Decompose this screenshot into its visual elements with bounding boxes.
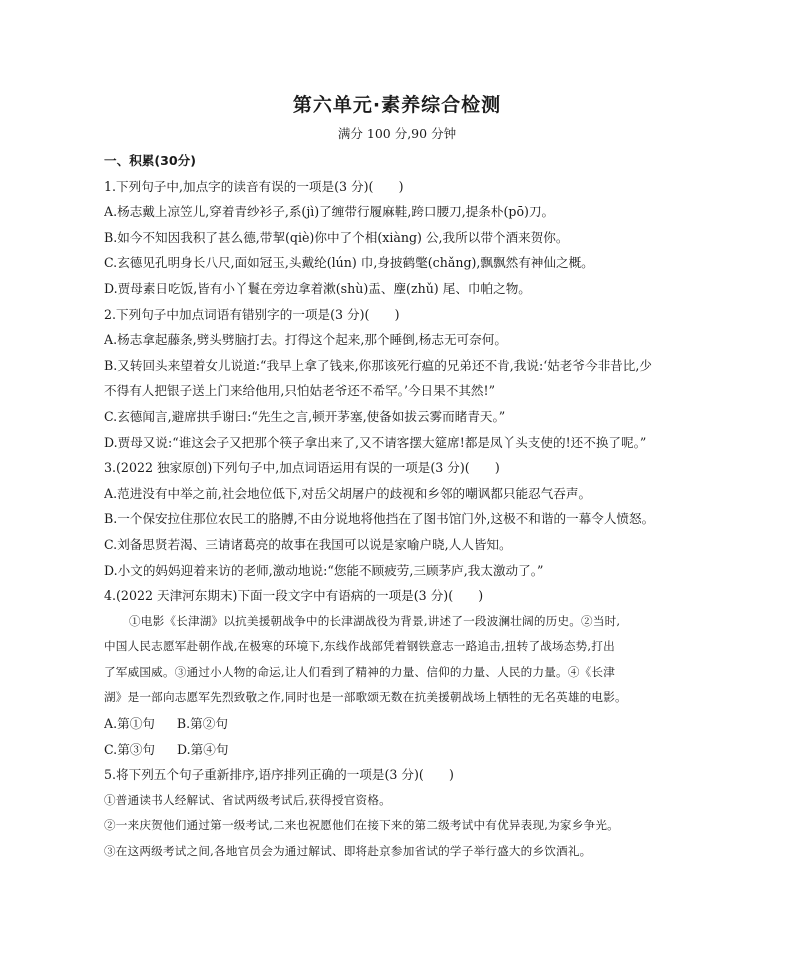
question-4-option-b: B.第②句 [176, 716, 228, 732]
page-subtitle: 满分 100 分,90 分钟 [337, 126, 457, 141]
question-1-option-c: C.玄德见孔明身长八尺,面如冠玉,头戴纶(lún) 巾,身披鹤氅(chǎng),飘飘然有神仙之概。 [104, 255, 594, 271]
question-3-stem: 3.(2022 独家原创)下列句子中,加点词语运用有误的一项是(3 分)( ) [104, 460, 500, 476]
question-1-option-b: B.如今不知因我积了甚么德,带挈(qiè)你中了个相(xiàng) 公,我所以带个酒来贺你。 [104, 229, 569, 245]
question-4-option-d: D.第④句 [176, 741, 229, 757]
question-2-option-d: D.贾母又说:“谁这会子又把那个筷子拿出来了,又不请客摆大筵席!都是凤丫头支使的!还不换了呢。” [104, 434, 647, 450]
question-5-sentence-1: ①普通读书人经解试、省试两级考试后,获得授官资格。 [104, 792, 391, 807]
question-2-stem: 2.下列句子中加点词语有错别字的一项是(3 分)( ) [104, 306, 400, 322]
question-4-passage-line: ①电影《长津湖》以抗美援朝战争中的长津湖战役为背景,讲述了一段波澜壮阔的历史。②当时, [129, 613, 621, 628]
question-2-option-a: A.杨志拿起藤条,劈头劈脑打去。打得这个起来,那个睡倒,杨志无可奈何。 [104, 332, 507, 348]
question-1-stem: 1.下列句子中,加点字的读音有误的一项是(3 分)( ) [104, 178, 404, 194]
question-1-option-d: D.贾母素日吃饭,皆有小丫鬟在旁边拿着漱(shù)盂、麈(zhǔ) 尾、巾帕之物。 [104, 280, 531, 296]
question-3-option-d: D.小文的妈妈迎着来访的老师,激动地说:“您能不顾疲劳,三顾茅庐,我太激动了。” [104, 562, 544, 578]
section-heading: 一、积累(30分) [104, 153, 197, 168]
question-4-options-row [104, 711, 704, 737]
question-4-option-c: C.第③句 [104, 741, 155, 757]
page-title: 第六单元·素养综合检测 [292, 94, 502, 116]
question-4-passage-line: 湖》是一部向志愿军先烈致敬之作,同时也是一部歌颂无数在抗美援朝战场上牺牲的无名英雄的电影。 [104, 690, 627, 705]
question-4-passage-line: 中国人民志愿军赴朝作战,在极寒的环境下,东线作战部凭着钢铁意志一路追击,扭转了战场态势,打出 [104, 639, 615, 654]
question-5-sentence-3: ③在这两级考试之间,各地官员会为通过解试、即将赴京参加省试的学子举行盛大的乡饮酒礼。 [104, 844, 592, 859]
question-4-options-row [104, 737, 704, 763]
question-5-stem: 5.将下列五个句子重新排序,语序排列正确的一项是(3 分)( ) [104, 767, 454, 783]
question-4-option-a: A.第①句 [104, 716, 155, 732]
question-3-option-c: C.刘备思贤若渴、三请诸葛亮的故事在我国可以说是家喻户晓,人人皆知。 [104, 536, 512, 552]
question-2-option-c: C.玄德闻言,避席拱手谢曰:“先生之言,顿开茅塞,使备如拔云雾而睹青天。” [104, 408, 506, 424]
question-1-option-a: A.杨志戴上凉笠儿,穿着青纱衫子,系(jì)了缠带行履麻鞋,跨口腰刀,提条朴(pō)刀。 [104, 204, 555, 220]
question-content [104, 148, 704, 865]
question-4-passage-line: 了军威国威。③通过小人物的命运,让人们看到了精神的力量、信仰的力量、人民的力量。④《长津 [104, 664, 616, 679]
question-2-option-b: B.又转回头来望着女儿说道:“我早上拿了钱来,你那该死行瘟的兄弟还不肯,我说:‘姑老爷今非昔比,少 [104, 357, 652, 373]
question-3-option-b: B.一个保安拉住那位农民工的胳膊,不由分说地将他挡在了图书馆门外,这极不和谐的一幕令人愤怒。 [104, 511, 655, 527]
question-3-option-a: A.范进没有中举之前,社会地位低下,对岳父胡屠户的歧视和乡邻的嘲讽都只能忍气吞声。 [104, 485, 592, 501]
question-4-stem: 4.(2022 天津河东期末)下面一段文字中有语病的一项是(3 分)( ) [104, 588, 484, 604]
question-2-option-b-cont: 不得有人把银子送上门来给他用,只怕姑老爷还不希罕。’今日果不其然!” [104, 383, 496, 399]
question-5-sentence-2: ②一来庆贺他们通过第一级考试,二来也祝愿他们在接下来的第二级考试中有优异表现,为家乡争光。 [104, 818, 619, 833]
